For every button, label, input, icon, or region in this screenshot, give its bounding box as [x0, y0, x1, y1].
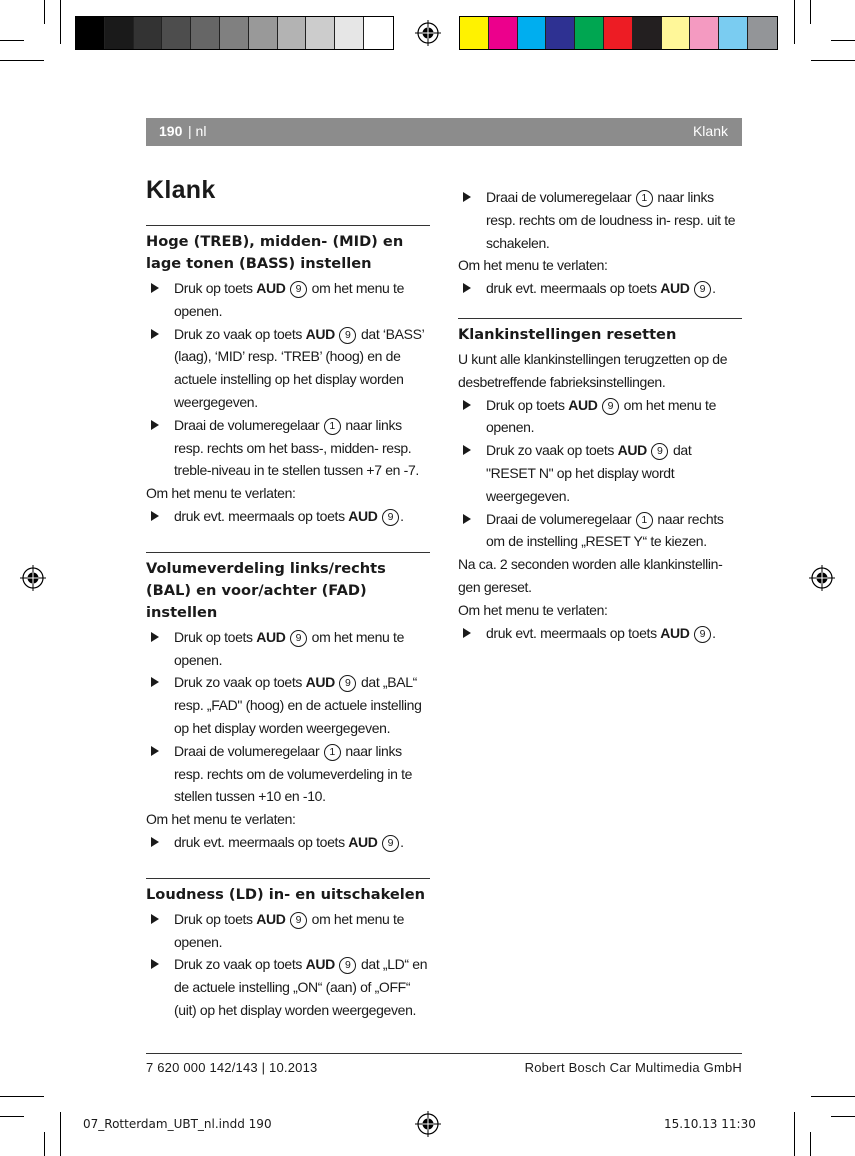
list-item: [146, 831, 430, 854]
color-swatch: [306, 17, 335, 49]
list-item: [146, 323, 430, 414]
bullet-arrow-icon: [463, 192, 471, 202]
list-item: [146, 953, 430, 1021]
bullet-text: om het menu te openen.: [486, 396, 717, 436]
bullet-text: druk evt. meermaals op toets: [174, 507, 349, 524]
bullet-text: Draai de volumeregelaar: [486, 510, 635, 527]
key-name: AUD: [660, 624, 690, 641]
section-title: Hoge (TREB), midden- (MID) en lage tonen (BASS) instellen: [146, 233, 404, 272]
exit-instruction: Om het menu te verlaten:: [458, 601, 608, 618]
bullet-text: om het menu te openen.: [174, 280, 405, 319]
control-number-badge: 9: [339, 327, 356, 344]
key-name: AUD: [305, 674, 335, 691]
bullet-text: Draai de volumeregelaar: [174, 416, 323, 433]
crop-mark: [44, 0, 45, 24]
crop-mark: [44, 1132, 45, 1156]
list-item: [458, 439, 742, 507]
control-number-badge: 9: [382, 835, 399, 852]
color-swatch: [633, 17, 662, 49]
control-number-badge: 9: [290, 912, 307, 929]
footer-document-number: 7 620 000 142/143 | 10.2013: [146, 1060, 318, 1075]
bullet-text: naar rechts om de instelling „RESET Y“ te kiezen.: [486, 510, 724, 550]
bullet-text: dat "RESET N" op het display wordt weergegeven.: [486, 442, 692, 504]
color-swatch: [134, 17, 163, 49]
right-column: [458, 186, 742, 668]
list-item: [146, 505, 430, 528]
bullet-text: .: [400, 507, 404, 524]
bullet-arrow-icon: [151, 420, 159, 430]
list-item: [458, 277, 742, 300]
key-name: AUD: [305, 325, 335, 342]
bullet-arrow-icon: [463, 514, 471, 524]
control-number-badge: 9: [290, 281, 307, 298]
bullet-text: .: [400, 833, 404, 850]
bullet-text: om het menu te openen.: [174, 628, 405, 668]
color-swatch: [76, 17, 105, 49]
bullet-arrow-icon: [151, 914, 159, 924]
key-name: AUD: [348, 507, 378, 524]
crop-mark: [811, 1096, 855, 1097]
gray-color-bar: [75, 16, 394, 50]
header-section: Klank: [692, 123, 728, 139]
color-swatch: [191, 17, 220, 49]
section-title: Loudness (LD) in- en uitschakelen: [146, 885, 426, 903]
slug-date: 15.10.13 11:30: [664, 1117, 756, 1131]
bullet-text: Druk zo vaak op toets: [486, 442, 618, 459]
control-number-badge: 9: [339, 675, 356, 692]
color-swatch: [690, 17, 719, 49]
bullet-arrow-icon: [151, 511, 159, 521]
bullet-text: om het menu te openen.: [174, 910, 405, 950]
crop-mark: [0, 1116, 24, 1117]
list-item: [146, 277, 430, 323]
crop-mark: [0, 40, 24, 41]
list-item: [458, 508, 742, 554]
bullet-text: Druk op toets: [486, 396, 569, 413]
color-swatch: [546, 17, 575, 49]
control-number-badge: 9: [602, 398, 619, 415]
bullet-text: Druk zo vaak op toets: [174, 325, 306, 342]
color-swatch: [662, 17, 691, 49]
bullet-text: druk evt. meermaals op toets: [174, 833, 349, 850]
process-color-bar: [459, 16, 778, 50]
paragraph: Na ca. 2 seconden worden alle klankinstellin-gen gereset.: [458, 556, 723, 595]
bullet-arrow-icon: [151, 632, 159, 642]
color-swatch: [364, 17, 393, 49]
key-name: AUD: [256, 628, 286, 645]
control-number-badge: 1: [324, 418, 341, 435]
footer-company: Robert Bosch Car Multimedia GmbH: [524, 1060, 742, 1075]
page-number: 190: [159, 123, 183, 139]
crop-mark: [794, 0, 795, 44]
bullet-arrow-icon: [463, 283, 471, 293]
section-reset: [458, 318, 742, 644]
bullet-text: Druk op toets: [174, 280, 257, 296]
section: [146, 552, 430, 854]
color-swatch: [575, 17, 604, 49]
key-name: AUD: [256, 280, 286, 296]
bullet-text: naar links resp. rechts om de loudness in- resp. uit te schakelen.: [486, 189, 736, 251]
color-swatch: [162, 17, 191, 49]
color-swatch: [518, 17, 547, 49]
bullet-arrow-icon: [463, 445, 471, 455]
bullet-arrow-icon: [151, 959, 159, 969]
registration-mark-icon: [415, 1111, 441, 1137]
footer-rule: [146, 1053, 742, 1054]
control-number-badge: 1: [636, 512, 653, 529]
list-item: [146, 671, 430, 739]
bullet-arrow-icon: [463, 400, 471, 410]
section-title: Klankinstellingen resetten: [458, 325, 677, 343]
list-item: [146, 414, 430, 482]
bullet-text: .: [712, 624, 716, 641]
crop-mark: [0, 60, 44, 61]
control-number-badge: 9: [694, 281, 711, 298]
color-swatch: [719, 17, 748, 49]
page-title: Klank: [146, 176, 216, 204]
color-swatch: [105, 17, 134, 49]
section: [146, 878, 430, 1022]
registration-mark-icon: [809, 565, 835, 591]
color-swatch: [460, 17, 489, 49]
control-number-badge: 9: [382, 509, 399, 526]
key-name: AUD: [348, 833, 378, 850]
bullet-arrow-icon: [151, 329, 159, 339]
list-item: [146, 740, 430, 808]
crop-mark: [794, 1112, 795, 1156]
exit-instruction: Om het menu te verlaten:: [458, 257, 608, 274]
exit-instruction: Om het menu te verlaten:: [146, 485, 296, 502]
bullet-arrow-icon: [151, 283, 159, 293]
color-swatch: [220, 17, 249, 49]
control-number-badge: 1: [324, 744, 341, 761]
bullet-arrow-icon: [151, 837, 159, 847]
bullet-text: Druk zo vaak op toets: [174, 674, 306, 691]
color-swatch: [249, 17, 278, 49]
key-name: AUD: [568, 396, 598, 413]
list-item: [458, 394, 742, 440]
list-item: [146, 908, 430, 954]
bullet-text: .: [712, 280, 716, 297]
crop-mark: [811, 60, 855, 61]
control-number-badge: 9: [651, 443, 668, 460]
bullet-text: Druk zo vaak op toets: [174, 956, 306, 973]
exit-instruction: Om het menu te verlaten:: [146, 811, 296, 828]
bullet-text: druk evt. meermaals op toets: [486, 280, 661, 297]
crop-mark: [60, 0, 61, 44]
slug-filename: 07_Rotterdam_UBT_nl.indd 190: [83, 1117, 272, 1131]
bullet-text: Draai de volumeregelaar: [486, 189, 635, 205]
bullet-text: dat „LD“ en de actuele instelling „ON“ (aan) of „OFF“ (uit) op het display worden weergegeven.: [174, 956, 428, 1018]
control-number-badge: 9: [339, 957, 356, 974]
key-name: AUD: [305, 956, 335, 973]
registration-mark-icon: [415, 20, 441, 46]
bullet-arrow-icon: [151, 746, 159, 756]
key-name: AUD: [256, 910, 286, 927]
color-swatch: [335, 17, 364, 49]
bullet-text: druk evt. meermaals op toets: [486, 624, 661, 641]
section-title: Volumeverdeling links/rechts (BAL) en voor/achter (FAD) instellen: [146, 559, 386, 621]
list-item: [146, 626, 430, 672]
bullet-text: Draai de volumeregelaar: [174, 742, 323, 759]
color-swatch: [748, 17, 777, 49]
bullet-text: naar links resp. rechts om het bass-, midden- resp. treble-niveau in te stellen tussen +7 en -7.: [174, 416, 419, 479]
control-number-badge: 1: [636, 190, 653, 207]
key-name: AUD: [617, 442, 647, 459]
control-number-badge: 9: [290, 630, 307, 647]
left-column: [146, 176, 430, 1046]
crop-mark: [810, 0, 811, 24]
crop-mark: [831, 1116, 855, 1117]
key-name: AUD: [660, 280, 690, 297]
bullet-text: Druk op toets: [174, 910, 257, 927]
color-swatch: [489, 17, 518, 49]
registration-mark-icon: [20, 565, 46, 591]
crop-mark: [810, 1132, 811, 1156]
bullet-text: dat ‘BASS’ (laag), ‘MID’ resp. ‘TREB’ (hoog) en de actuele instelling op het display worden weergegeven.: [174, 325, 424, 410]
bullet-text: Druk op toets: [174, 628, 257, 645]
list-item: [458, 186, 742, 254]
color-swatch: [604, 17, 633, 49]
section: [146, 225, 430, 528]
paragraph: U kunt alle klankinstellingen terugzetten op de desbetreffende fabrieksinstellingen.: [458, 350, 728, 390]
bullet-arrow-icon: [463, 628, 471, 638]
color-swatch: [278, 17, 307, 49]
crop-mark: [831, 40, 855, 41]
bullet-arrow-icon: [151, 677, 159, 687]
bullet-text: naar links resp. rechts om de volumeverdeling in te stellen tussen +10 en -10.: [174, 742, 413, 805]
crop-mark: [60, 1112, 61, 1156]
list-item: [458, 622, 742, 645]
running-header: [146, 118, 742, 146]
crop-mark: [0, 1096, 44, 1097]
bullet-text: dat „BAL“ resp. „FAD" (hoog) en de actuele instelling op het display worden weergegeven.: [174, 674, 422, 736]
control-number-badge: 9: [694, 626, 711, 643]
header-language: | nl: [188, 123, 207, 139]
